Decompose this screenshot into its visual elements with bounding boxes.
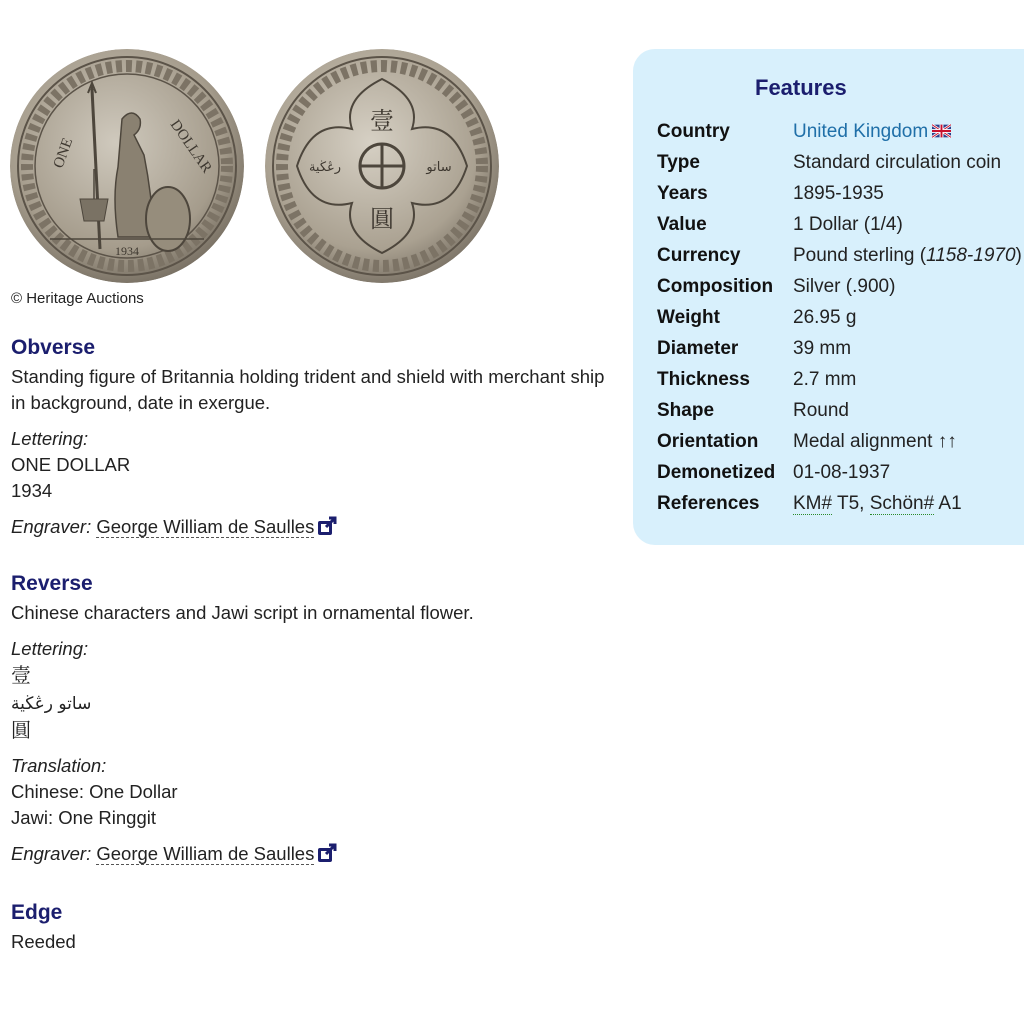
feature-key: Demonetized	[657, 462, 776, 483]
reverse-coin-char-bottom: 圓	[370, 205, 394, 233]
currency-period: 1158-1970	[926, 245, 1016, 266]
feature-row-country	[657, 121, 1024, 152]
image-credit: © Heritage Auctions	[11, 290, 144, 307]
feature-value: 2.7 mm	[793, 369, 857, 390]
feature-row-thickness	[657, 369, 1024, 400]
feature-value: Round	[793, 400, 849, 421]
feature-row-weight	[657, 307, 1024, 338]
feature-value: 01-08-1937	[793, 462, 891, 483]
features-panel	[633, 49, 1024, 545]
obverse-coin-date: 1934	[115, 244, 139, 258]
feature-key: Value	[657, 214, 707, 235]
feature-key: References	[657, 493, 760, 514]
features-title: Features	[755, 75, 847, 100]
feature-row-composition	[657, 276, 1024, 307]
reverse-engraver	[11, 841, 621, 867]
coin-images	[10, 49, 500, 284]
reverse-engraver-link[interactable]: George William de Saulles	[96, 843, 315, 864]
obverse-lettering-line: ONE DOLLAR	[11, 454, 131, 475]
reference-km-abbr[interactable]: KM#	[793, 493, 833, 514]
reverse-lettering-line	[11, 690, 621, 717]
feature-row-orientation	[657, 431, 1024, 462]
feature-key: Currency	[657, 245, 741, 266]
reference-schon-number: A1	[934, 493, 962, 514]
feature-value: 26.95 g	[793, 307, 857, 328]
reference-km-number: T5,	[832, 493, 870, 514]
feature-key: Weight	[657, 307, 720, 328]
feature-row-references	[657, 493, 1024, 524]
feature-key: Orientation	[657, 431, 759, 452]
feature-row-diameter	[657, 338, 1024, 369]
feature-value: 1 Dollar (1/4)	[793, 214, 903, 235]
reverse-lettering-label: Lettering:	[11, 638, 89, 659]
feature-value	[793, 245, 1022, 267]
uk-flag-icon	[932, 122, 951, 136]
country-link[interactable]: United Kingdom	[793, 121, 929, 142]
feature-row-years	[657, 183, 1024, 214]
reverse-coin-jawi-right: ساتو	[426, 160, 452, 175]
feature-key: Country	[657, 121, 730, 142]
feature-key: Thickness	[657, 369, 750, 390]
obverse-description: Standing figure of Britannia holding trident and shield with merchant ship in background, date in exergue.	[11, 366, 605, 413]
feature-key: Type	[657, 152, 700, 173]
external-link-icon[interactable]	[317, 843, 337, 863]
reverse-section	[11, 571, 621, 867]
obverse-engraver-label: Engraver:	[11, 516, 92, 537]
reverse-coin-char-top: 壹	[370, 107, 394, 135]
feature-key: Shape	[657, 400, 715, 421]
feature-row-shape	[657, 400, 1024, 431]
reverse-coin-image[interactable]	[265, 49, 499, 283]
reverse-lettering-line: 圓	[11, 720, 31, 742]
obverse-lettering-line: 1934	[11, 480, 53, 501]
feature-row-value	[657, 214, 1024, 245]
reverse-coin-jawi-left: رڠڬية	[308, 160, 342, 175]
reverse-translation-label: Translation:	[11, 755, 107, 776]
feature-value: Medal alignment ↑↑	[793, 431, 957, 452]
feature-row-demonetized	[657, 462, 1024, 493]
feature-row-type	[657, 152, 1024, 183]
edge-value: Reeded	[11, 931, 76, 952]
reverse-lettering-line: 壹	[11, 665, 31, 687]
currency-close: )	[1015, 245, 1022, 266]
feature-value: 39 mm	[793, 338, 852, 359]
edge-section	[11, 900, 621, 955]
obverse-coin-image[interactable]	[10, 49, 244, 283]
feature-value	[793, 493, 962, 515]
obverse-engraver-link[interactable]: George William de Saulles	[96, 516, 315, 537]
obverse-coin-text-left: ONE	[50, 135, 77, 171]
reference-schon-abbr[interactable]: Schön#	[869, 493, 935, 514]
reverse-heading: Reverse	[11, 572, 93, 595]
obverse-section	[11, 335, 621, 540]
reverse-engraver-label: Engraver:	[11, 843, 92, 864]
obverse-lettering-label: Lettering:	[11, 428, 89, 449]
reverse-description: Chinese characters and Jawi script in ornamental flower.	[11, 602, 474, 623]
feature-value: Silver (.900)	[793, 276, 896, 297]
feature-value	[793, 121, 951, 143]
obverse-heading: Obverse	[11, 336, 96, 359]
feature-value: Standard circulation coin	[793, 152, 1002, 173]
external-link-icon[interactable]	[317, 516, 337, 536]
currency-name: Pound sterling (	[793, 245, 927, 266]
reverse-translation-line: Chinese: One Dollar	[11, 781, 178, 802]
obverse-engraver	[11, 514, 621, 540]
feature-row-currency	[657, 245, 1024, 276]
reverse-translation-line: Jawi: One Ringgit	[11, 807, 156, 828]
feature-value: 1895-1935	[793, 183, 884, 204]
feature-key: Years	[657, 183, 708, 204]
reverse-lettering-jawi: ساتو رڠڬية	[11, 694, 92, 714]
feature-key: Composition	[657, 276, 774, 297]
edge-heading: Edge	[11, 901, 63, 924]
obverse-coin-text-right: DOLLAR	[166, 117, 215, 177]
feature-key: Diameter	[657, 338, 739, 359]
